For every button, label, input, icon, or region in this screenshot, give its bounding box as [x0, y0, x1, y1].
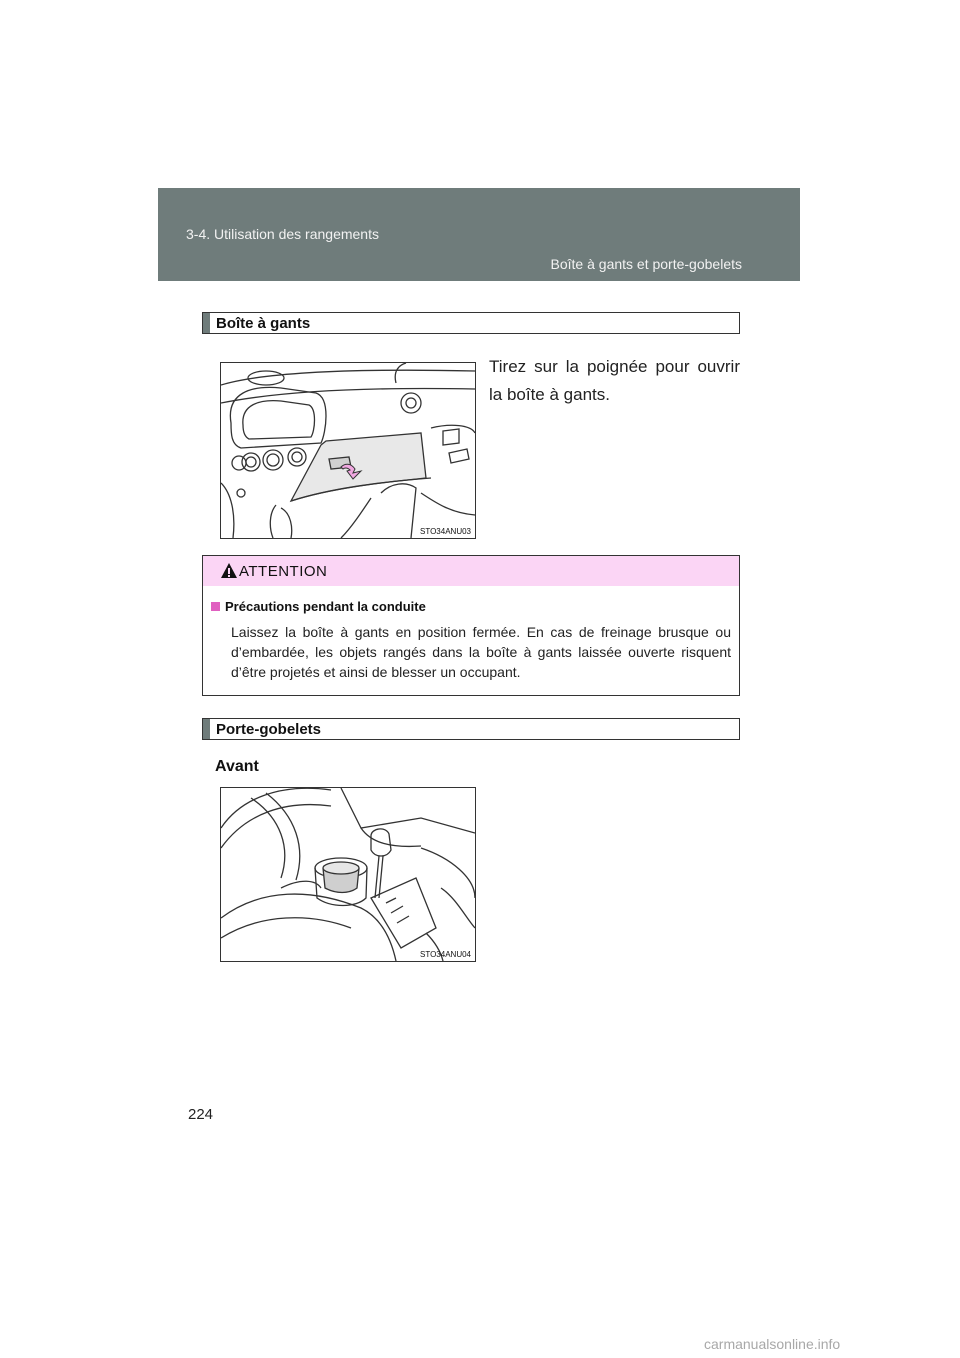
- section-title-bar: [203, 313, 210, 333]
- page-number: 224: [188, 1106, 214, 1123]
- glovebox-illustration: [220, 362, 476, 539]
- section-title-text: Porte-gobelets: [216, 721, 322, 738]
- warning-item-title-text: Précautions pendant la conduite: [225, 599, 426, 614]
- section-title-bar: [203, 719, 210, 739]
- section-title-glovebox: [202, 312, 740, 334]
- section-title-text: Boîte à gants: [216, 315, 311, 332]
- section-title-cupholders: [202, 718, 740, 740]
- subhead-front: Avant: [215, 758, 259, 775]
- page-header: [158, 188, 800, 281]
- cupholder-illustration: [220, 787, 476, 962]
- warning-box: [202, 555, 740, 696]
- glovebox-drawing: [221, 363, 475, 538]
- figure-code: STO34ANU04: [420, 950, 471, 959]
- watermark: carmanualsonline.info: [704, 1336, 841, 1352]
- section-label: 3-4. Utilisation des rangements: [186, 226, 379, 242]
- warning-item-title: [211, 599, 426, 614]
- warning-label: ATTENTION: [239, 563, 328, 580]
- warning-header: [203, 556, 739, 586]
- warning-item-body: Laissez la boîte à gants en position fermée. En cas de freinage brusque ou d’embardée, les objets rangés dans la boîte à gants laissée ouverte risquent d’être projetés et ainsi de blesser un occupant.: [231, 624, 731, 680]
- warning-triangle-icon: [220, 562, 238, 579]
- figure-code: STO34ANU03: [420, 527, 471, 536]
- bullet-square-icon: [211, 602, 220, 611]
- cupholder-drawing: [221, 788, 475, 961]
- glovebox-instruction: Tirez sur la poignée pour ouvrir la boîte à gants.: [489, 357, 740, 404]
- page-subtitle: Boîte à gants et porte-gobelets: [550, 256, 742, 272]
